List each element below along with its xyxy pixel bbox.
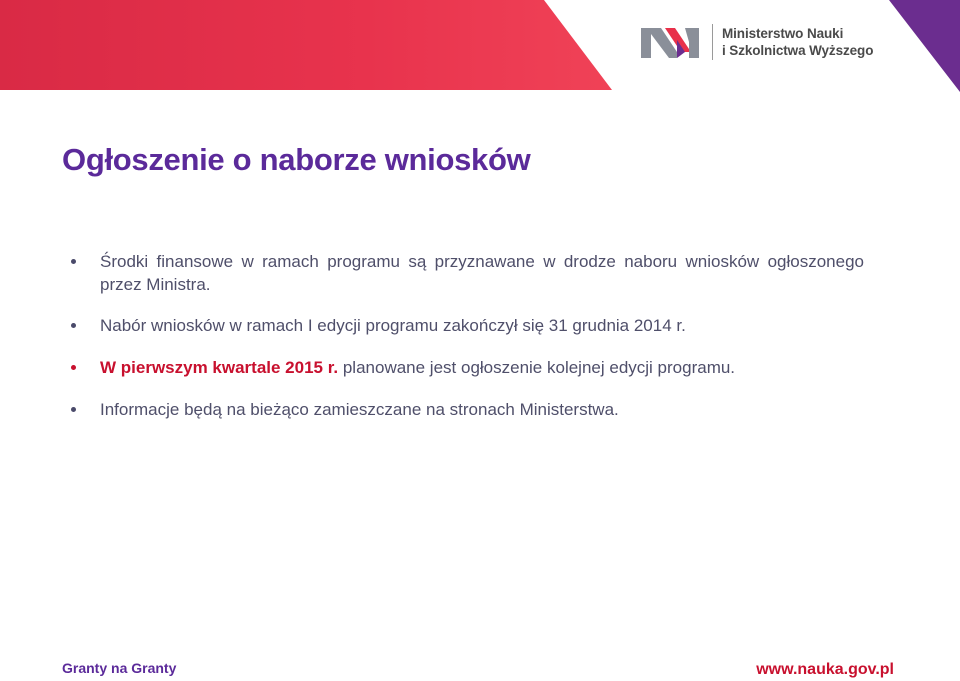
bullet-dot-icon — [71, 365, 76, 370]
logo-text — [722, 25, 873, 59]
logo-line-1: Ministerstwo Nauki — [722, 26, 844, 41]
bullet-text-3: planowane jest ogłoszenie kolejnej edycji programu. — [338, 358, 736, 377]
bullet-text-2: Nabór wniosków w ramach I edycji programu zakończył się 31 grudnia 2014 r. — [100, 316, 686, 335]
footer-website-link[interactable]: www.nauka.gov.pl — [756, 661, 894, 678]
bullet-dot-icon — [71, 323, 76, 328]
bullet-item-3 — [64, 356, 864, 379]
ministry-logo — [641, 22, 873, 62]
bullet-item-2 — [64, 314, 864, 337]
header-purple-corner — [889, 0, 960, 92]
bullet-dot-icon — [71, 259, 76, 264]
header-red-band — [0, 0, 612, 90]
logo-divider — [712, 24, 713, 60]
bullet-dot-icon — [71, 407, 76, 412]
bullet-list — [64, 250, 864, 421]
page-title: Ogłoszenie o naborze wniosków — [62, 142, 531, 177]
bullet-item-4 — [64, 398, 864, 421]
bullet-item-1 — [64, 250, 864, 296]
bullet-text-4: Informacje będą na bieżąco zamieszczane na stronach Ministerstwa. — [100, 400, 619, 419]
footer-program-name: Granty na Granty — [62, 660, 177, 676]
logo-line-2: i Szkolnictwa Wyższego — [722, 43, 874, 58]
bullet-text-1: Środki finansowe w ramach programu są przyznawane w drodze naboru wniosków ogłoszonego przez Ministra. — [100, 252, 864, 294]
bullet-3-highlight: W pierwszym kwartale 2015 r. — [100, 358, 339, 377]
ministry-logo-mark-icon — [641, 22, 705, 62]
